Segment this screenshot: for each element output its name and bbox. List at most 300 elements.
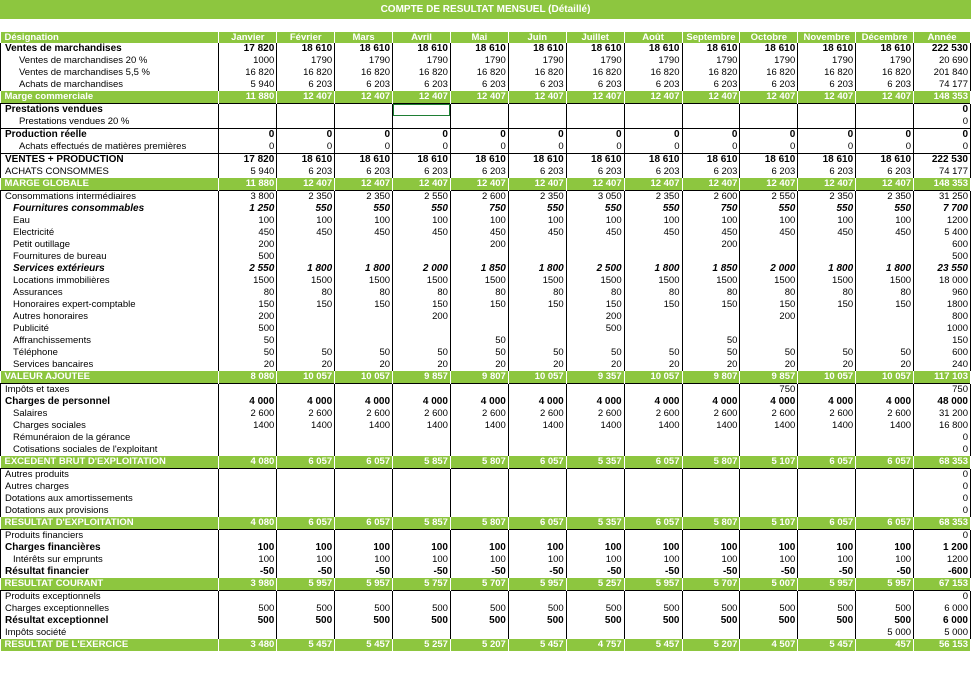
value-cell[interactable]: 5 707: [682, 578, 740, 591]
value-cell[interactable]: 550: [566, 203, 624, 215]
value-cell[interactable]: [856, 323, 914, 335]
value-cell[interactable]: 150: [914, 335, 971, 347]
value-cell[interactable]: [682, 493, 740, 505]
value-cell[interactable]: 200: [450, 239, 508, 251]
value-cell[interactable]: 4 080: [219, 517, 277, 530]
value-cell[interactable]: [856, 530, 914, 543]
value-cell[interactable]: [393, 444, 451, 456]
value-cell[interactable]: 750: [682, 203, 740, 215]
value-cell[interactable]: [450, 481, 508, 493]
value-cell[interactable]: 5 807: [450, 517, 508, 530]
value-cell[interactable]: [219, 432, 277, 444]
value-cell[interactable]: 4 000: [508, 396, 566, 408]
value-cell[interactable]: [740, 505, 798, 517]
value-cell[interactable]: [393, 481, 451, 493]
value-cell[interactable]: 500: [277, 615, 335, 627]
value-cell[interactable]: 150: [393, 299, 451, 311]
column-header[interactable]: Décembre: [856, 32, 914, 43]
value-cell[interactable]: 100: [277, 554, 335, 566]
value-cell[interactable]: 1000: [914, 323, 971, 335]
value-cell[interactable]: 0: [624, 129, 682, 142]
value-cell[interactable]: 0: [914, 104, 971, 117]
value-cell[interactable]: [740, 239, 798, 251]
value-cell[interactable]: 74 177: [914, 166, 971, 178]
value-cell[interactable]: 0: [914, 493, 971, 505]
row-label[interactable]: Prestations vendues: [1, 104, 219, 117]
value-cell[interactable]: 4 080: [219, 456, 277, 469]
row-label[interactable]: RESULTAT D'EXPLOITATION: [1, 517, 219, 530]
value-cell[interactable]: 1400: [624, 420, 682, 432]
column-header[interactable]: Année: [914, 32, 971, 43]
value-cell[interactable]: [856, 432, 914, 444]
value-cell[interactable]: 450: [393, 227, 451, 239]
value-cell[interactable]: 6 057: [798, 517, 856, 530]
value-cell[interactable]: 20: [450, 359, 508, 371]
value-cell[interactable]: [798, 627, 856, 639]
value-cell[interactable]: 20: [566, 359, 624, 371]
value-cell[interactable]: 1400: [566, 420, 624, 432]
value-cell[interactable]: [856, 116, 914, 129]
value-cell[interactable]: [450, 251, 508, 263]
value-cell[interactable]: 0: [856, 141, 914, 154]
value-cell[interactable]: [277, 116, 335, 129]
value-cell[interactable]: 12 407: [798, 91, 856, 104]
column-header[interactable]: Février: [277, 32, 335, 43]
value-cell[interactable]: 18 000: [914, 275, 971, 287]
value-cell[interactable]: [682, 432, 740, 444]
value-cell[interactable]: [566, 444, 624, 456]
value-cell[interactable]: 150: [335, 299, 393, 311]
value-cell[interactable]: 1400: [508, 420, 566, 432]
value-cell[interactable]: [450, 116, 508, 129]
value-cell[interactable]: 6 057: [624, 517, 682, 530]
value-cell[interactable]: [682, 311, 740, 323]
value-cell[interactable]: 6 203: [566, 79, 624, 91]
column-header[interactable]: Juillet: [566, 32, 624, 43]
value-cell[interactable]: [566, 627, 624, 639]
value-cell[interactable]: 5 940: [219, 79, 277, 91]
value-cell[interactable]: 6 203: [393, 79, 451, 91]
value-cell[interactable]: 10 057: [277, 371, 335, 384]
value-cell[interactable]: -50: [798, 566, 856, 578]
value-cell[interactable]: 16 820: [856, 67, 914, 79]
column-header[interactable]: Juin: [508, 32, 566, 43]
value-cell[interactable]: 500: [740, 615, 798, 627]
value-cell[interactable]: [508, 239, 566, 251]
value-cell[interactable]: 5 107: [740, 517, 798, 530]
value-cell[interactable]: 3 980: [219, 578, 277, 591]
row-label[interactable]: Services bancaires: [1, 359, 219, 371]
value-cell[interactable]: [682, 627, 740, 639]
value-cell[interactable]: 2 600: [856, 408, 914, 420]
value-cell[interactable]: 6 000: [914, 615, 971, 627]
value-cell[interactable]: [277, 493, 335, 505]
value-cell[interactable]: 20: [335, 359, 393, 371]
value-cell[interactable]: 12 407: [856, 91, 914, 104]
column-header[interactable]: Mai: [450, 32, 508, 43]
value-cell[interactable]: 5 457: [798, 639, 856, 651]
value-cell[interactable]: 6 203: [450, 79, 508, 91]
value-cell[interactable]: 450: [798, 227, 856, 239]
value-cell[interactable]: [508, 384, 566, 397]
value-cell[interactable]: 12 407: [335, 91, 393, 104]
row-label[interactable]: Cotisations sociales de l'exploitant: [1, 444, 219, 456]
value-cell[interactable]: [219, 104, 277, 117]
value-cell[interactable]: 16 820: [508, 67, 566, 79]
value-cell[interactable]: 5 807: [682, 517, 740, 530]
value-cell[interactable]: 100: [277, 542, 335, 554]
value-cell[interactable]: 16 820: [450, 67, 508, 79]
value-cell[interactable]: 1790: [682, 55, 740, 67]
value-cell[interactable]: 100: [335, 542, 393, 554]
value-cell[interactable]: 4 000: [277, 396, 335, 408]
value-cell[interactable]: [450, 323, 508, 335]
value-cell[interactable]: [277, 481, 335, 493]
column-header[interactable]: Août: [624, 32, 682, 43]
value-cell[interactable]: 6 057: [856, 456, 914, 469]
row-label[interactable]: Charges exceptionnelles: [1, 603, 219, 615]
value-cell[interactable]: 6 057: [335, 456, 393, 469]
value-cell[interactable]: 1790: [740, 55, 798, 67]
value-cell[interactable]: 1790: [566, 55, 624, 67]
value-cell[interactable]: 2 350: [856, 191, 914, 204]
column-header[interactable]: Janvier: [219, 32, 277, 43]
value-cell[interactable]: 5 857: [393, 456, 451, 469]
value-cell[interactable]: 6 057: [277, 517, 335, 530]
value-cell[interactable]: 0: [914, 444, 971, 456]
value-cell[interactable]: 5 257: [393, 639, 451, 651]
value-cell[interactable]: 6 203: [277, 79, 335, 91]
value-cell[interactable]: 2 600: [798, 408, 856, 420]
value-cell[interactable]: 100: [798, 542, 856, 554]
value-cell[interactable]: 1500: [682, 275, 740, 287]
value-cell[interactable]: 6 203: [624, 166, 682, 178]
value-cell[interactable]: 450: [624, 227, 682, 239]
value-cell[interactable]: [624, 335, 682, 347]
value-cell[interactable]: [393, 323, 451, 335]
value-cell[interactable]: 8 080: [219, 371, 277, 384]
row-label[interactable]: Charges de personnel: [1, 396, 219, 408]
value-cell[interactable]: [740, 591, 798, 604]
value-cell[interactable]: 2 600: [566, 408, 624, 420]
value-cell[interactable]: [856, 239, 914, 251]
row-label[interactable]: Intérêts sur emprunts: [1, 554, 219, 566]
value-cell[interactable]: [566, 239, 624, 251]
value-cell[interactable]: 6 203: [740, 166, 798, 178]
row-label[interactable]: Assurances: [1, 287, 219, 299]
value-cell[interactable]: 20: [798, 359, 856, 371]
value-cell[interactable]: 50: [508, 347, 566, 359]
value-cell[interactable]: 100: [219, 215, 277, 227]
value-cell[interactable]: 200: [393, 311, 451, 323]
value-cell[interactable]: [856, 469, 914, 482]
value-cell[interactable]: 80: [566, 287, 624, 299]
value-cell[interactable]: 457: [856, 639, 914, 651]
value-cell[interactable]: [277, 505, 335, 517]
value-cell[interactable]: [508, 627, 566, 639]
value-cell[interactable]: 80: [450, 287, 508, 299]
value-cell[interactable]: [219, 530, 277, 543]
value-cell[interactable]: [566, 432, 624, 444]
value-cell[interactable]: 0: [566, 129, 624, 142]
value-cell[interactable]: 1 800: [335, 263, 393, 275]
value-cell[interactable]: 2 350: [798, 191, 856, 204]
column-header[interactable]: Septembre: [682, 32, 740, 43]
row-label[interactable]: Affranchissements: [1, 335, 219, 347]
value-cell[interactable]: 550: [335, 203, 393, 215]
value-cell[interactable]: [798, 116, 856, 129]
value-cell[interactable]: [682, 251, 740, 263]
value-cell[interactable]: [277, 591, 335, 604]
value-cell[interactable]: [277, 323, 335, 335]
value-cell[interactable]: 18 610: [277, 43, 335, 55]
value-cell[interactable]: 2 350: [335, 191, 393, 204]
value-cell[interactable]: 150: [856, 299, 914, 311]
value-cell[interactable]: 1790: [277, 55, 335, 67]
value-cell[interactable]: [740, 530, 798, 543]
row-label[interactable]: Rémunéraion de la gérance: [1, 432, 219, 444]
value-cell[interactable]: 6 203: [682, 166, 740, 178]
value-cell[interactable]: 20: [219, 359, 277, 371]
value-cell[interactable]: 6 203: [393, 166, 451, 178]
value-cell[interactable]: 1400: [798, 420, 856, 432]
value-cell[interactable]: 5 000: [856, 627, 914, 639]
value-cell[interactable]: [335, 335, 393, 347]
value-cell[interactable]: 5 807: [450, 456, 508, 469]
value-cell[interactable]: 1 800: [856, 263, 914, 275]
value-cell[interactable]: 16 820: [277, 67, 335, 79]
value-cell[interactable]: [682, 481, 740, 493]
value-cell[interactable]: -50: [450, 566, 508, 578]
value-cell[interactable]: 4 507: [740, 639, 798, 651]
value-cell[interactable]: 80: [798, 287, 856, 299]
value-cell[interactable]: 2 350: [277, 191, 335, 204]
column-header[interactable]: Avril: [393, 32, 451, 43]
value-cell[interactable]: 4 000: [682, 396, 740, 408]
value-cell[interactable]: -600: [914, 566, 971, 578]
value-cell[interactable]: 2 350: [508, 191, 566, 204]
value-cell[interactable]: 150: [740, 299, 798, 311]
value-cell[interactable]: 18 610: [682, 154, 740, 167]
value-cell[interactable]: 50: [450, 335, 508, 347]
value-cell[interactable]: 2 600: [335, 408, 393, 420]
value-cell[interactable]: 5 807: [682, 456, 740, 469]
row-label[interactable]: Ventes de marchandises 5,5 %: [1, 67, 219, 79]
value-cell[interactable]: 550: [624, 203, 682, 215]
value-cell[interactable]: [566, 384, 624, 397]
value-cell[interactable]: 750: [740, 384, 798, 397]
value-cell[interactable]: 9 807: [682, 371, 740, 384]
value-cell[interactable]: [798, 493, 856, 505]
value-cell[interactable]: [335, 104, 393, 117]
value-cell[interactable]: [856, 493, 914, 505]
value-cell[interactable]: [682, 530, 740, 543]
row-label[interactable]: Dotations aux provisions: [1, 505, 219, 517]
value-cell[interactable]: 150: [219, 299, 277, 311]
value-cell[interactable]: 17 820: [219, 154, 277, 167]
value-cell[interactable]: 450: [335, 227, 393, 239]
value-cell[interactable]: [508, 469, 566, 482]
value-cell[interactable]: [682, 505, 740, 517]
value-cell[interactable]: [450, 505, 508, 517]
value-cell[interactable]: [624, 432, 682, 444]
value-cell[interactable]: 100: [740, 542, 798, 554]
value-cell[interactable]: 6 203: [508, 79, 566, 91]
value-cell[interactable]: 18 610: [798, 154, 856, 167]
value-cell[interactable]: [682, 323, 740, 335]
value-cell[interactable]: [219, 627, 277, 639]
value-cell[interactable]: [856, 444, 914, 456]
value-cell[interactable]: 0: [914, 505, 971, 517]
value-cell[interactable]: 4 000: [624, 396, 682, 408]
row-label[interactable]: RESULTAT COURANT: [1, 578, 219, 591]
spacer-row[interactable]: [0, 19, 971, 32]
value-cell[interactable]: [798, 104, 856, 117]
value-cell[interactable]: [277, 444, 335, 456]
value-cell[interactable]: [277, 469, 335, 482]
value-cell[interactable]: 17 820: [219, 43, 277, 55]
value-cell[interactable]: 50: [682, 335, 740, 347]
value-cell[interactable]: 0: [914, 469, 971, 482]
value-cell[interactable]: 0: [335, 141, 393, 154]
value-cell[interactable]: 18 610: [856, 154, 914, 167]
row-label[interactable]: Produits exceptionnels: [1, 591, 219, 604]
value-cell[interactable]: 6 057: [856, 517, 914, 530]
value-cell[interactable]: 0: [566, 141, 624, 154]
value-cell[interactable]: 6 057: [277, 456, 335, 469]
value-cell[interactable]: 500: [219, 251, 277, 263]
value-cell[interactable]: 200: [219, 239, 277, 251]
value-cell[interactable]: 18 610: [335, 43, 393, 55]
value-cell[interactable]: [740, 323, 798, 335]
value-cell[interactable]: [682, 469, 740, 482]
value-cell[interactable]: [740, 493, 798, 505]
value-cell[interactable]: 1 200: [914, 542, 971, 554]
value-cell[interactable]: [277, 239, 335, 251]
value-cell[interactable]: 0: [914, 481, 971, 493]
value-cell[interactable]: 1500: [566, 275, 624, 287]
value-cell[interactable]: 1500: [740, 275, 798, 287]
value-cell[interactable]: 0: [277, 141, 335, 154]
value-cell[interactable]: 12 407: [624, 91, 682, 104]
value-cell[interactable]: 12 407: [856, 178, 914, 191]
value-cell[interactable]: 500: [219, 615, 277, 627]
value-cell[interactable]: 450: [740, 227, 798, 239]
value-cell[interactable]: 450: [566, 227, 624, 239]
value-cell[interactable]: 240: [914, 359, 971, 371]
row-label[interactable]: Autres honoraires: [1, 311, 219, 323]
value-cell[interactable]: 1400: [219, 420, 277, 432]
value-cell[interactable]: 6 203: [335, 166, 393, 178]
value-cell[interactable]: 222 530: [914, 154, 971, 167]
value-cell[interactable]: 1 800: [624, 263, 682, 275]
value-cell[interactable]: 500: [335, 603, 393, 615]
value-cell[interactable]: 1790: [335, 55, 393, 67]
value-cell[interactable]: [856, 505, 914, 517]
value-cell[interactable]: 4 000: [450, 396, 508, 408]
value-cell[interactable]: 100: [856, 554, 914, 566]
value-cell[interactable]: [798, 239, 856, 251]
row-label[interactable]: Publicité: [1, 323, 219, 335]
value-cell[interactable]: -50: [508, 566, 566, 578]
value-cell[interactable]: [566, 469, 624, 482]
value-cell[interactable]: [682, 444, 740, 456]
row-label[interactable]: Salaires: [1, 408, 219, 420]
value-cell[interactable]: 2 600: [682, 408, 740, 420]
value-cell[interactable]: 6 203: [624, 79, 682, 91]
value-cell[interactable]: 20: [508, 359, 566, 371]
value-cell[interactable]: [624, 116, 682, 129]
value-cell[interactable]: 148 353: [914, 91, 971, 104]
value-cell[interactable]: 16 820: [740, 67, 798, 79]
value-cell[interactable]: [624, 239, 682, 251]
value-cell[interactable]: [856, 104, 914, 117]
value-cell[interactable]: 1 800: [277, 263, 335, 275]
value-cell[interactable]: 80: [624, 287, 682, 299]
value-cell[interactable]: 18 610: [624, 154, 682, 167]
value-cell[interactable]: 18 610: [450, 154, 508, 167]
row-label[interactable]: Charges financières: [1, 542, 219, 554]
value-cell[interactable]: 150: [566, 299, 624, 311]
value-cell[interactable]: 12 407: [798, 178, 856, 191]
value-cell[interactable]: [856, 335, 914, 347]
value-cell[interactable]: [450, 432, 508, 444]
value-cell[interactable]: 2 550: [740, 191, 798, 204]
value-cell[interactable]: 12 407: [682, 91, 740, 104]
value-cell[interactable]: [508, 591, 566, 604]
value-cell[interactable]: 12 407: [624, 178, 682, 191]
value-cell[interactable]: 0: [914, 129, 971, 142]
column-header[interactable]: Novembre: [798, 32, 856, 43]
value-cell[interactable]: 500: [450, 603, 508, 615]
value-cell[interactable]: [798, 591, 856, 604]
value-cell[interactable]: [624, 493, 682, 505]
value-cell[interactable]: [798, 505, 856, 517]
value-cell[interactable]: [624, 311, 682, 323]
value-cell[interactable]: 1200: [914, 554, 971, 566]
row-label[interactable]: Impôts et taxes: [1, 384, 219, 397]
value-cell[interactable]: 1790: [856, 55, 914, 67]
row-label[interactable]: ACHATS CONSOMMES: [1, 166, 219, 178]
value-cell[interactable]: 5 107: [740, 456, 798, 469]
value-cell[interactable]: 500: [508, 615, 566, 627]
value-cell[interactable]: 80: [277, 287, 335, 299]
value-cell[interactable]: 1500: [450, 275, 508, 287]
value-cell[interactable]: 500: [624, 603, 682, 615]
value-cell[interactable]: 16 820: [335, 67, 393, 79]
value-cell[interactable]: [277, 432, 335, 444]
value-cell[interactable]: 6 203: [682, 79, 740, 91]
value-cell[interactable]: 16 820: [393, 67, 451, 79]
value-cell[interactable]: 200: [740, 311, 798, 323]
value-cell[interactable]: 50: [740, 347, 798, 359]
value-cell[interactable]: [508, 323, 566, 335]
value-cell[interactable]: 18 610: [798, 43, 856, 55]
value-cell[interactable]: 68 353: [914, 517, 971, 530]
value-cell[interactable]: 50: [277, 347, 335, 359]
value-cell[interactable]: 5 457: [335, 639, 393, 651]
value-cell[interactable]: 6 057: [335, 517, 393, 530]
value-cell[interactable]: 20: [682, 359, 740, 371]
value-cell[interactable]: 6 203: [798, 166, 856, 178]
value-cell[interactable]: [508, 335, 566, 347]
value-cell[interactable]: [624, 469, 682, 482]
value-cell[interactable]: 18 610: [624, 43, 682, 55]
value-cell[interactable]: 5 357: [566, 456, 624, 469]
value-cell[interactable]: [450, 104, 508, 117]
value-cell[interactable]: 18 610: [508, 154, 566, 167]
value-cell[interactable]: [335, 432, 393, 444]
